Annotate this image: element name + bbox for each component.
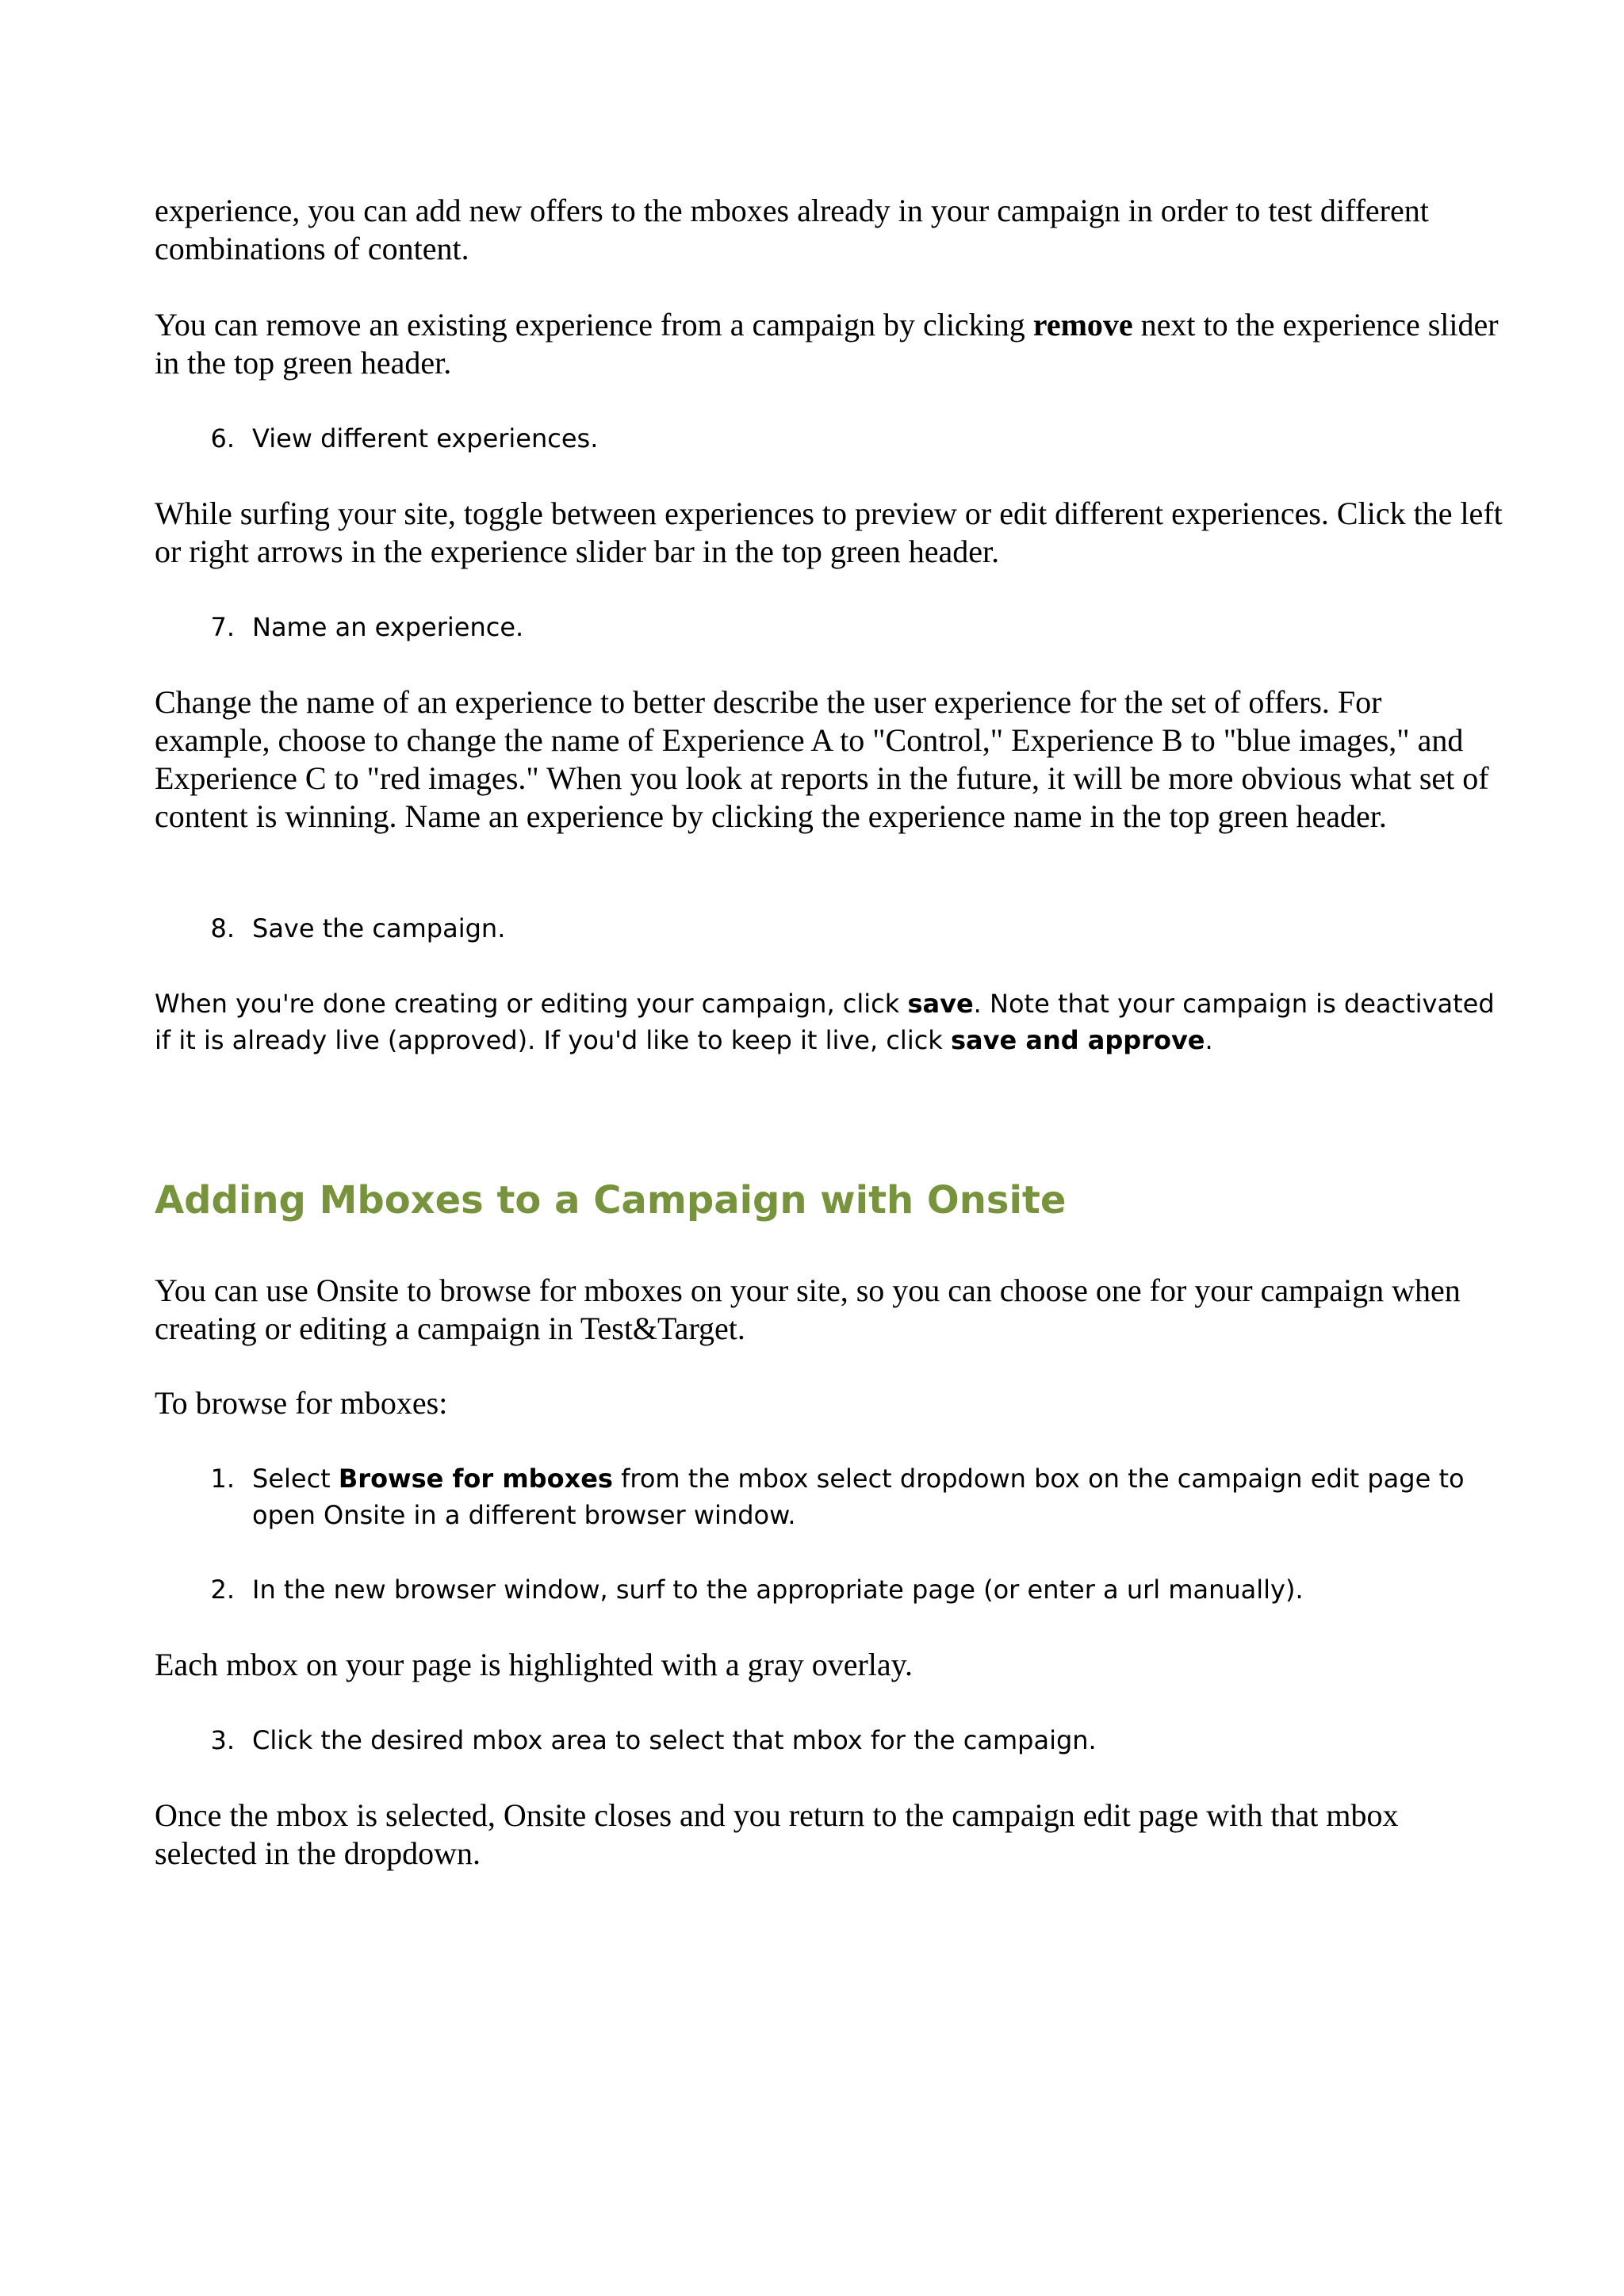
- paragraph-to-browse: To browse for mboxes:: [155, 1385, 448, 1421]
- paragraph-gray-overlay: Each mbox on your page is highlighted with a gray overlay.: [155, 1647, 914, 1682]
- section-heading: Adding Mboxes to a Campaign with Onsite: [155, 1178, 1067, 1223]
- list-item-text: View different experiences.: [252, 423, 599, 453]
- paragraph-name-experience: Change the name of an experience to better describe the user experience for the set of offers. For example, choose to change the name of Experience A to "Control," Experience B to "blue images," and Experience C to "red images." When you look at reports in the future, it will be more obvious what set of content is winning. Name an experience by clicking the experience name in the top green header.: [155, 684, 1489, 834]
- text-segment: next to the experience slider in the top green header.: [155, 307, 1499, 381]
- paragraph-toggle-experiences: While surfing your site, toggle between experiences to preview or edit different experiences. Click the left or right arrows in the experience slider bar in the top green header.: [155, 496, 1503, 569]
- bold-browse-for-mboxes: Browse for mboxes: [338, 1464, 613, 1494]
- list-item-step-8: [205, 910, 1505, 947]
- paragraph-experience-offers: experience, you can add new offers to the mboxes already in your campaign in order to test different combinations of content.: [155, 193, 1429, 266]
- list-item-text: In the new browser window, surf to the appropriate page (or enter a url manually).: [252, 1575, 1304, 1605]
- list-number: 3.: [210, 1725, 235, 1755]
- list-item-step-6: [205, 420, 1505, 457]
- list-item-step-1: [205, 1460, 1505, 1533]
- paragraph-onsite-intro: You can use Onsite to browse for mboxes on your site, so you can choose one for your campaign when creating or editing a campaign in Test&Target.: [155, 1272, 1461, 1346]
- list-number: 1.: [210, 1464, 235, 1494]
- paragraph-remove-experience: [155, 306, 1503, 382]
- bold-save: save: [907, 989, 974, 1019]
- list-number: 2.: [210, 1575, 235, 1605]
- list-item-step-2: [205, 1571, 1505, 1608]
- list-item-text: Name an experience.: [252, 612, 524, 642]
- list-item-step-3: [205, 1722, 1505, 1758]
- paragraph-save-campaign: [155, 985, 1503, 1058]
- text-segment: When you're done creating or editing your campaign, click: [155, 989, 908, 1019]
- text-segment: Select: [252, 1464, 339, 1494]
- text-segment: . Note that your campaign is deactivated if it is already live (approved). If you'd like to keep it live, click: [155, 989, 1495, 1055]
- bold-save-and-approve: save and approve: [951, 1025, 1205, 1055]
- text-segment: .: [1205, 1025, 1213, 1055]
- paragraph-mbox-selected: Once the mbox is selected, Onsite closes and you return to the campaign edit page with that mbox selected in the dropdown.: [155, 1797, 1399, 1871]
- list-number: 6.: [210, 423, 235, 453]
- bold-remove: remove: [1032, 307, 1133, 342]
- list-item-text: [252, 1460, 1505, 1533]
- list-item-step-7: [205, 609, 1505, 645]
- list-item-text: Save the campaign.: [252, 913, 506, 943]
- text-segment: You can remove an existing experience from a campaign by clicking: [155, 307, 1033, 342]
- list-item-text: Click the desired mbox area to select that mbox for the campaign.: [252, 1725, 1097, 1755]
- list-number: 8.: [210, 913, 235, 943]
- text-segment: from the mbox select dropdown box on the campaign edit page to open Onsite in a different browser window.: [252, 1464, 1465, 1530]
- list-number: 7.: [210, 612, 235, 642]
